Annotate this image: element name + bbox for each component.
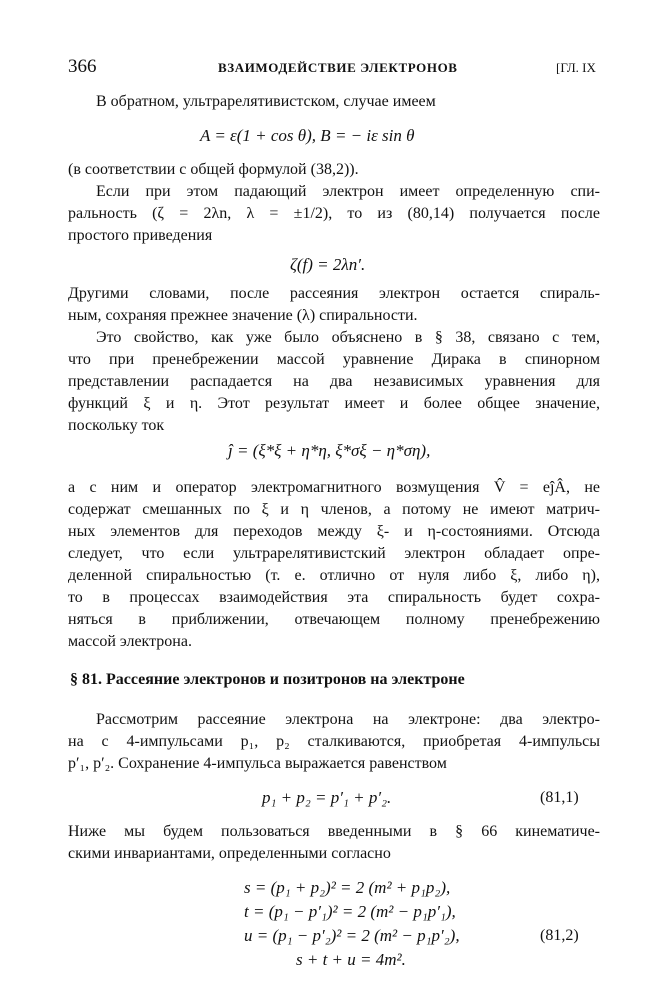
text-line: Ниже мы будем пользоваться введенными в § 66 кинематиче-	[68, 823, 600, 840]
text-line: то в процессах взаимодействия эта спиральность будет сохра-	[68, 589, 600, 606]
equation-t: t = (p₁ − p′₁)² = 2 (m² − p₁p′₁),	[244, 902, 456, 921]
text-line: а с ним и оператор электромагнитного возмущения V̂ = eĵÂ, не	[68, 479, 600, 496]
page-number: 366	[68, 56, 97, 77]
text-line: функций ξ и η. Этот результат имеет и более общее значение,	[68, 395, 600, 412]
equation-zeta: ζ(f) = 2λn′.	[290, 255, 366, 274]
text-line: В обратном, ультрарелятивистском, случае имеем	[96, 93, 436, 110]
equation-number: (81,1)	[540, 789, 579, 806]
text-line: представлении распадается на два независимых уравнения для	[68, 373, 600, 390]
equation-number: (81,2)	[540, 927, 579, 944]
text-line: Если при этом падающий электрон имеет определенную спи-	[96, 183, 600, 200]
text-line: p′₁, p′₂. Сохранение 4-импульса выражается равенством	[68, 755, 447, 772]
text-line: скими инвариантами, определенными согласно	[68, 845, 391, 862]
text-line: ных элементов для переходов между ξ- и η-состояниями. Отсюда	[68, 523, 600, 540]
text-line: Это свойство, как уже было объяснено в § 38, связано с тем,	[96, 329, 600, 346]
text-line: (в соответствии с общей формулой (38,2)).	[68, 161, 359, 178]
text-line: няться в приближении, отвечающем полному пренебрежению	[68, 611, 600, 628]
equation-s: s = (p₁ + p₂)² = 2 (m² + p₁p₂),	[244, 878, 451, 897]
text-line: простого приведения	[68, 227, 213, 244]
running-title: ВЗАИМОДЕЙСТВИЕ ЭЛЕКТРОНОВ	[218, 60, 458, 75]
equation-a-b: A = ε(1 + cos θ), B = − iε sin θ	[200, 126, 415, 145]
text-line: содержат смешанных по ξ и η членов, а потому не имеют матрич-	[68, 501, 600, 518]
chapter-label: [ГЛ. IX	[556, 60, 596, 75]
text-line: Другими словами, после рассеяния электрон остается спираль-	[68, 285, 600, 302]
equation-sum: s + t + u = 4m².	[296, 950, 406, 969]
equation-u: u = (p₁ − p′₂)² = 2 (m² − p₁p′₂),	[244, 926, 460, 945]
text-line: поскольку ток	[68, 417, 165, 434]
equation-current: ĵ = (ξ*ξ + η*η, ξ*σξ − η*ση),	[228, 441, 431, 460]
text-line: ным, сохраняя прежнее значение (λ) спиральности.	[68, 307, 418, 324]
section-heading: § 81. Рассеяние электронов и позитронов на электроне	[70, 671, 465, 688]
text-line: ральность (ζ = 2λn, λ = ±1/2), то из (80,14) получается после	[68, 205, 600, 222]
text-line: следует, что если ультрарелятивистский электрон обладает опре-	[68, 545, 600, 562]
text-line: деленной спиральностью (т. е. отлично от нуля либо ξ, либо η),	[68, 567, 600, 584]
equation-81-1: p₁ + p₂ = p′₁ + p′₂.	[262, 788, 392, 807]
text-line: Рассмотрим рассеяние электрона на электроне: два электро-	[96, 711, 600, 728]
text-line: массой электрона.	[68, 633, 192, 650]
text-line: что при пренебрежении массой уравнение Дирака в спинорном	[68, 351, 600, 368]
text-line: на с 4-импульсами p₁, p₂ сталкиваются, приобретая 4-импульсы	[68, 733, 600, 750]
